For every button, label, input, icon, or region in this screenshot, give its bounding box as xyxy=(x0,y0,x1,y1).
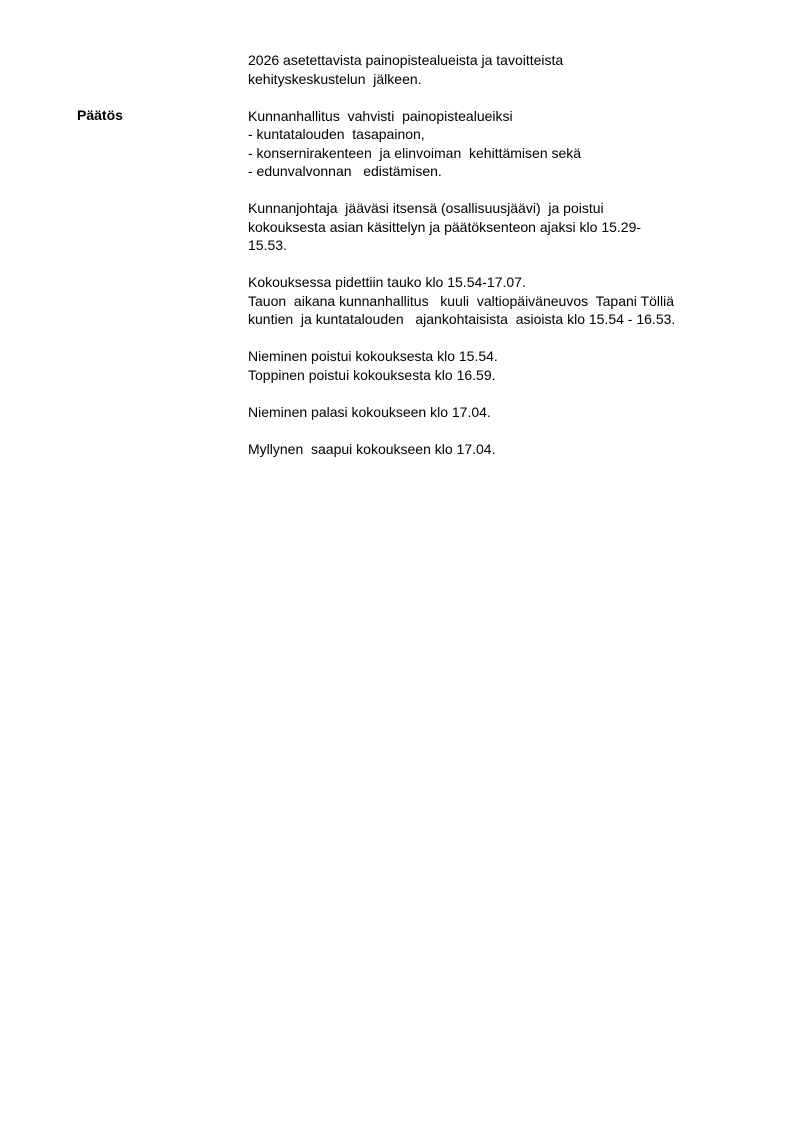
document-body xyxy=(248,51,748,458)
text-line: Kunnanjohtaja jääväsi itsensä (osallisuusjäävi) ja poistui xyxy=(248,200,604,216)
decision-paragraph-focus-areas xyxy=(248,107,748,181)
text-line: Nieminen palasi kokoukseen klo 17.04. xyxy=(248,403,491,420)
decision-paragraph-arrival xyxy=(248,440,748,459)
list-item: - konsernirakenteen ja elinvoiman kehittämisen sekä xyxy=(248,144,582,161)
text-line: Tauon aikana kunnanhallitus kuuli valtiopäiväneuvos Tapani Tölliä xyxy=(248,292,674,309)
text-line: kokouksesta asian käsittelyn ja päätöksenteon ajaksi klo 15.29- xyxy=(248,218,642,235)
text-line: Kunnanhallitus vahvisti painopistealueiksi xyxy=(248,107,513,124)
decision-paragraph-departures xyxy=(248,347,748,384)
text-line: Myllynen saapui kokoukseen klo 17.04. xyxy=(248,440,496,457)
decision-paragraph-recusal xyxy=(248,199,748,255)
intro-paragraph xyxy=(248,51,748,88)
intro-line: 2026 asetettavista painopistealueista ja tavoitteista xyxy=(248,52,564,68)
text-line: Kokouksessa pidettiin tauko klo 15.54-17.07. xyxy=(248,274,526,290)
decision-label: Päätös xyxy=(77,107,123,123)
intro-line: kehityskeskustelun jälkeen. xyxy=(248,70,422,87)
text-line: Nieminen poistui kokouksesta klo 15.54. xyxy=(248,348,498,364)
list-item: - kuntatalouden tasapainon, xyxy=(248,126,425,142)
decision-paragraph-break xyxy=(248,273,748,329)
list-item: - edunvalvonnan edistämisen. xyxy=(248,163,442,179)
text-line: Toppinen poistui kokouksesta klo 16.59. xyxy=(248,366,496,383)
text-line: 15.53. xyxy=(248,237,287,253)
text-line: kuntien ja kuntatalouden ajankohtaisista asioista klo 15.54 - 16.53. xyxy=(248,311,676,327)
decision-paragraph-return xyxy=(248,403,748,422)
